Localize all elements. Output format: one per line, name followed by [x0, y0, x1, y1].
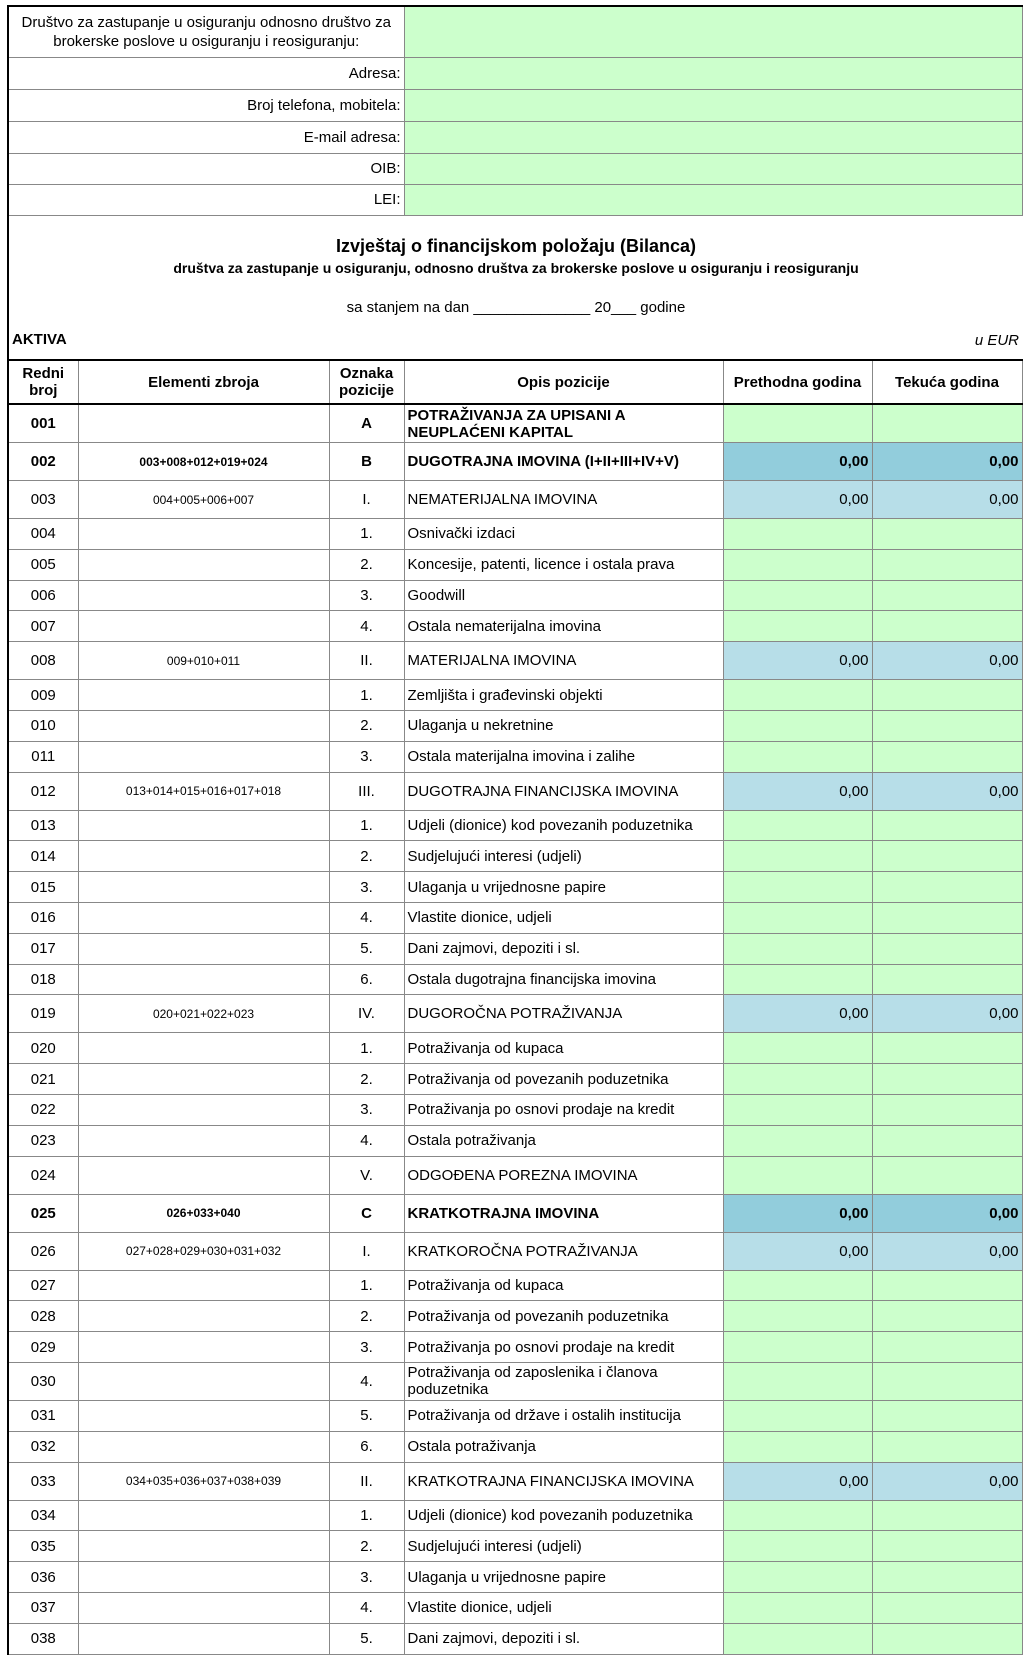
- position-mark: 1.: [329, 1033, 404, 1064]
- sum-elements: [78, 1400, 329, 1431]
- prev-year-value: 0,00: [723, 1462, 872, 1500]
- row-number: 008: [8, 642, 78, 680]
- curr-year-value[interactable]: [872, 404, 1022, 443]
- table-row: [8, 810, 1022, 841]
- lei-input[interactable]: [404, 184, 1022, 215]
- curr-year-value[interactable]: [872, 611, 1022, 642]
- info-row-address: [8, 57, 1022, 89]
- position-description: Ulaganja u vrijednosne papire: [404, 872, 723, 903]
- position-mark: 1.: [329, 810, 404, 841]
- position-description: Dani zajmovi, depoziti i sl.: [404, 933, 723, 964]
- row-number: 029: [8, 1332, 78, 1363]
- row-number: 030: [8, 1362, 78, 1400]
- curr-year-value: 0,00: [872, 481, 1022, 519]
- position-mark: 2.: [329, 1531, 404, 1562]
- assets-table: [7, 359, 1023, 1655]
- prev-year-value[interactable]: [723, 1400, 872, 1431]
- position-description: Ostala nematerijalna imovina: [404, 611, 723, 642]
- position-mark: 4.: [329, 902, 404, 933]
- position-description: Potraživanja od države i ostalih institucija: [404, 1400, 723, 1431]
- table-row: [8, 1064, 1022, 1095]
- row-number: 027: [8, 1270, 78, 1301]
- table-row: [8, 1194, 1022, 1232]
- position-mark: 1.: [329, 519, 404, 550]
- prev-year-value[interactable]: [723, 1270, 872, 1301]
- table-row: [8, 1232, 1022, 1270]
- curr-year-value[interactable]: [872, 741, 1022, 772]
- table-row: [8, 1033, 1022, 1064]
- sum-elements: [78, 1431, 329, 1462]
- sum-elements: 034+035+036+037+038+039: [78, 1462, 329, 1500]
- table-row: [8, 1431, 1022, 1462]
- curr-year-value: 0,00: [872, 642, 1022, 680]
- info-row-lei: [8, 184, 1022, 215]
- position-mark: 2.: [329, 1064, 404, 1095]
- prev-year-value[interactable]: [723, 404, 872, 443]
- curr-year-value[interactable]: [872, 933, 1022, 964]
- curr-year-value: 0,00: [872, 772, 1022, 810]
- table-row: [8, 902, 1022, 933]
- position-description: Potraživanja od zaposlenika i članova poduzetnika: [404, 1362, 723, 1400]
- row-number: 002: [8, 443, 78, 481]
- position-description: Sudjelujući interesi (udjeli): [404, 841, 723, 872]
- position-description: Udjeli (dionice) kod povezanih poduzetnika: [404, 1500, 723, 1531]
- prev-year-value[interactable]: [723, 741, 872, 772]
- sum-elements: [78, 872, 329, 903]
- position-mark: 2.: [329, 1301, 404, 1332]
- position-mark: IV.: [329, 995, 404, 1033]
- row-number: 031: [8, 1400, 78, 1431]
- row-number: 020: [8, 1033, 78, 1064]
- position-description: Ulaganja u vrijednosne papire: [404, 1562, 723, 1593]
- position-description: Potraživanja po osnovi prodaje na kredit: [404, 1332, 723, 1363]
- prev-year-value[interactable]: [723, 1332, 872, 1363]
- curr-year-value[interactable]: [872, 1362, 1022, 1400]
- table-row: [8, 1531, 1022, 1562]
- sum-elements: [78, 1500, 329, 1531]
- curr-year-value[interactable]: [872, 810, 1022, 841]
- position-mark: 3.: [329, 1332, 404, 1363]
- prev-year-value[interactable]: [723, 1362, 872, 1400]
- email-label: E-mail adresa:: [8, 121, 404, 153]
- table-row: [8, 443, 1022, 481]
- position-description: DUGOTRAJNA FINANCIJSKA IMOVINA: [404, 772, 723, 810]
- table-row: [8, 519, 1022, 550]
- table-row: [8, 680, 1022, 711]
- sum-elements: [78, 1623, 329, 1654]
- curr-year-value[interactable]: [872, 1270, 1022, 1301]
- table-row: [8, 1332, 1022, 1363]
- prev-year-value: 0,00: [723, 443, 872, 481]
- curr-year-value[interactable]: [872, 519, 1022, 550]
- curr-year-value[interactable]: [872, 710, 1022, 741]
- row-number: 035: [8, 1531, 78, 1562]
- position-description: Vlastite dionice, udjeli: [404, 1592, 723, 1623]
- curr-year-value: 0,00: [872, 443, 1022, 481]
- position-description: DUGOROČNA POTRAŽIVANJA: [404, 995, 723, 1033]
- sum-elements: [78, 680, 329, 711]
- position-mark: 1.: [329, 680, 404, 711]
- table-row: [8, 580, 1022, 611]
- table-row: [8, 841, 1022, 872]
- sum-elements: 004+005+006+007: [78, 481, 329, 519]
- report-subtitle: društva za zastupanje u osiguranju, odnosno društva za brokerske poslove u osiguranju i reosiguranju: [173, 260, 859, 276]
- row-number: 023: [8, 1125, 78, 1156]
- prev-year-value[interactable]: [723, 680, 872, 711]
- currency-label: u EUR: [974, 332, 1019, 349]
- table-row: [8, 1301, 1022, 1332]
- curr-year-value: 0,00: [872, 1194, 1022, 1232]
- position-mark: 2.: [329, 841, 404, 872]
- row-number: 017: [8, 933, 78, 964]
- curr-year-value[interactable]: [872, 1431, 1022, 1462]
- prev-year-value: 0,00: [723, 772, 872, 810]
- sum-elements: [78, 1592, 329, 1623]
- position-mark: III.: [329, 772, 404, 810]
- curr-year-value[interactable]: [872, 872, 1022, 903]
- table-row: [8, 872, 1022, 903]
- row-number: 015: [8, 872, 78, 903]
- sum-elements: [78, 902, 329, 933]
- position-description: KRATKOTRAJNA IMOVINA: [404, 1194, 723, 1232]
- row-number: 033: [8, 1462, 78, 1500]
- table-row: [8, 933, 1022, 964]
- position-description: Vlastite dionice, udjeli: [404, 902, 723, 933]
- curr-year-value[interactable]: [872, 1064, 1022, 1095]
- row-number: 005: [8, 549, 78, 580]
- position-mark: A: [329, 404, 404, 443]
- email-input[interactable]: [404, 121, 1022, 153]
- position-mark: B: [329, 443, 404, 481]
- row-number: 012: [8, 772, 78, 810]
- table-row: [8, 964, 1022, 995]
- table-row: [8, 1623, 1022, 1654]
- row-number: 004: [8, 519, 78, 550]
- prev-year-value[interactable]: [723, 1500, 872, 1531]
- row-number: 028: [8, 1301, 78, 1332]
- prev-year-value[interactable]: [723, 872, 872, 903]
- curr-year-value: 0,00: [872, 995, 1022, 1033]
- table-row: [8, 549, 1022, 580]
- table-row: [8, 1094, 1022, 1125]
- position-description: Potraživanja od povezanih poduzetnika: [404, 1064, 723, 1095]
- sum-elements: 013+014+015+016+017+018: [78, 772, 329, 810]
- sum-elements: [78, 1531, 329, 1562]
- table-row: [8, 1270, 1022, 1301]
- sum-elements: [78, 1033, 329, 1064]
- position-description: Ostala materijalna imovina i zalihe: [404, 741, 723, 772]
- address-label: Adresa:: [8, 57, 404, 89]
- position-mark: 1.: [329, 1500, 404, 1531]
- address-input[interactable]: [404, 57, 1022, 89]
- col-header-sum: Elementi zbroja: [78, 360, 329, 404]
- prev-year-value[interactable]: [723, 611, 872, 642]
- position-description: Potraživanja od kupaca: [404, 1033, 723, 1064]
- phone-label: Broj telefona, mobitela:: [8, 89, 404, 121]
- row-number: 019: [8, 995, 78, 1033]
- table-row: [8, 772, 1022, 810]
- position-mark: 4.: [329, 1362, 404, 1400]
- row-number: 034: [8, 1500, 78, 1531]
- sum-elements: [78, 1270, 329, 1301]
- col-header-no: Redni broj: [8, 360, 78, 404]
- table-row: [8, 1156, 1022, 1194]
- prev-year-value[interactable]: [723, 580, 872, 611]
- sum-elements: [78, 741, 329, 772]
- row-number: 018: [8, 964, 78, 995]
- position-description: Osnivački izdaci: [404, 519, 723, 550]
- table-row: [8, 404, 1022, 443]
- curr-year-value[interactable]: [872, 964, 1022, 995]
- sum-elements: [78, 611, 329, 642]
- curr-year-value[interactable]: [872, 1500, 1022, 1531]
- curr-year-value[interactable]: [872, 1562, 1022, 1593]
- table-row: [8, 1400, 1022, 1431]
- col-header-mark: Oznaka pozicije: [329, 360, 404, 404]
- position-mark: V.: [329, 1156, 404, 1194]
- curr-year-value[interactable]: [872, 1592, 1022, 1623]
- row-number: 032: [8, 1431, 78, 1462]
- col-header-prev-year: Prethodna godina: [723, 360, 872, 404]
- row-number: 011: [8, 741, 78, 772]
- table-row: [8, 710, 1022, 741]
- prev-year-value[interactable]: [723, 549, 872, 580]
- prev-year-value[interactable]: [723, 964, 872, 995]
- curr-year-value[interactable]: [872, 1623, 1022, 1654]
- curr-year-value[interactable]: [872, 1332, 1022, 1363]
- row-number: 010: [8, 710, 78, 741]
- sum-elements: [78, 404, 329, 443]
- curr-year-value[interactable]: [872, 1094, 1022, 1125]
- position-description: Goodwill: [404, 580, 723, 611]
- position-description: Potraživanja od kupaca: [404, 1270, 723, 1301]
- position-mark: II.: [329, 642, 404, 680]
- info-row-company: [8, 6, 1022, 57]
- position-description: Ostala potraživanja: [404, 1431, 723, 1462]
- table-row: [8, 741, 1022, 772]
- row-number: 021: [8, 1064, 78, 1095]
- position-mark: 3.: [329, 1562, 404, 1593]
- sum-elements: [78, 1125, 329, 1156]
- sum-elements: [78, 841, 329, 872]
- prev-year-value[interactable]: [723, 1592, 872, 1623]
- prev-year-value[interactable]: [723, 1125, 872, 1156]
- position-mark: 2.: [329, 710, 404, 741]
- curr-year-value: 0,00: [872, 1462, 1022, 1500]
- curr-year-value[interactable]: [872, 1301, 1022, 1332]
- position-mark: 4.: [329, 1592, 404, 1623]
- table-row: [8, 1362, 1022, 1400]
- row-number: 014: [8, 841, 78, 872]
- sum-elements: [78, 549, 329, 580]
- sum-elements: [78, 933, 329, 964]
- position-mark: 5.: [329, 1623, 404, 1654]
- table-header: [8, 360, 1022, 404]
- row-number: 037: [8, 1592, 78, 1623]
- sum-elements: [78, 1064, 329, 1095]
- info-row-email: [8, 121, 1022, 153]
- position-description: MATERIJALNA IMOVINA: [404, 642, 723, 680]
- curr-year-value[interactable]: [872, 841, 1022, 872]
- position-mark: 1.: [329, 1270, 404, 1301]
- sum-elements: 026+033+040: [78, 1194, 329, 1232]
- curr-year-value[interactable]: [872, 549, 1022, 580]
- sum-elements: [78, 1156, 329, 1194]
- report-title-block: [7, 216, 1023, 359]
- prev-year-value[interactable]: [723, 810, 872, 841]
- prev-year-value[interactable]: [723, 710, 872, 741]
- position-description: Zemljišta i građevinski objekti: [404, 680, 723, 711]
- section-label: AKTIVA: [12, 331, 67, 348]
- row-number: 022: [8, 1094, 78, 1125]
- prev-year-value[interactable]: [723, 1033, 872, 1064]
- company-label: Društvo za zastupanje u osiguranju odnosno društvo za brokerske poslove u osiguranju i reosiguranju:: [8, 6, 404, 57]
- row-number: 001: [8, 404, 78, 443]
- position-mark: 3.: [329, 872, 404, 903]
- sum-elements: [78, 519, 329, 550]
- info-row-oib: [8, 153, 1022, 184]
- table-row: [8, 1462, 1022, 1500]
- curr-year-value: 0,00: [872, 1232, 1022, 1270]
- report-title: Izvještaj o financijskom položaju (Bilanca): [335, 236, 697, 256]
- curr-year-value[interactable]: [872, 1531, 1022, 1562]
- position-description: KRATKOROČNA POTRAŽIVANJA: [404, 1232, 723, 1270]
- sum-elements: [78, 1094, 329, 1125]
- curr-year-value[interactable]: [872, 1400, 1022, 1431]
- row-number: 013: [8, 810, 78, 841]
- curr-year-value[interactable]: [872, 1125, 1022, 1156]
- prev-year-value[interactable]: [723, 933, 872, 964]
- prev-year-value[interactable]: [723, 902, 872, 933]
- position-description: NEMATERIJALNA IMOVINA: [404, 481, 723, 519]
- table-row: [8, 995, 1022, 1033]
- table-row: [8, 1592, 1022, 1623]
- oib-label: OIB:: [8, 153, 404, 184]
- row-number: 006: [8, 580, 78, 611]
- prev-year-value: 0,00: [723, 995, 872, 1033]
- curr-year-value[interactable]: [872, 580, 1022, 611]
- sum-elements: [78, 1362, 329, 1400]
- position-mark: 3.: [329, 1094, 404, 1125]
- position-mark: 5.: [329, 1400, 404, 1431]
- sum-elements: 020+021+022+023: [78, 995, 329, 1033]
- table-row: [8, 642, 1022, 680]
- oib-input[interactable]: [404, 153, 1022, 184]
- position-mark: 2.: [329, 549, 404, 580]
- sum-elements: [78, 1562, 329, 1593]
- curr-year-value[interactable]: [872, 902, 1022, 933]
- table-row: [8, 1562, 1022, 1593]
- position-description: KRATKOTRAJNA FINANCIJSKA IMOVINA: [404, 1462, 723, 1500]
- position-mark: 3.: [329, 580, 404, 611]
- row-number: 016: [8, 902, 78, 933]
- position-mark: II.: [329, 1462, 404, 1500]
- curr-year-value[interactable]: [872, 1156, 1022, 1194]
- sum-elements: [78, 1301, 329, 1332]
- prev-year-value[interactable]: [723, 1301, 872, 1332]
- row-number: 009: [8, 680, 78, 711]
- prev-year-value[interactable]: [723, 1562, 872, 1593]
- prev-year-value[interactable]: [723, 1431, 872, 1462]
- prev-year-value[interactable]: [723, 519, 872, 550]
- position-mark: 4.: [329, 611, 404, 642]
- table-row: [8, 481, 1022, 519]
- position-description: Udjeli (dionice) kod povezanih poduzetnika: [404, 810, 723, 841]
- curr-year-value[interactable]: [872, 680, 1022, 711]
- row-number: 007: [8, 611, 78, 642]
- curr-year-value[interactable]: [872, 1033, 1022, 1064]
- position-description: Koncesije, patenti, licence i ostala prava: [404, 549, 723, 580]
- prev-year-value: 0,00: [723, 1232, 872, 1270]
- position-description: Dani zajmovi, depoziti i sl.: [404, 1623, 723, 1654]
- position-mark: I.: [329, 481, 404, 519]
- prev-year-value[interactable]: [723, 1064, 872, 1095]
- prev-year-value: 0,00: [723, 1194, 872, 1232]
- sum-elements: [78, 580, 329, 611]
- prev-year-value[interactable]: [723, 1156, 872, 1194]
- position-mark: 5.: [329, 933, 404, 964]
- position-mark: I.: [329, 1232, 404, 1270]
- sum-elements: 003+008+012+019+024: [78, 443, 329, 481]
- report-date-line: sa stanjem na dan ______________ 20___ godine: [346, 299, 686, 316]
- table-row: [8, 1125, 1022, 1156]
- position-mark: 3.: [329, 741, 404, 772]
- prev-year-value[interactable]: [723, 1531, 872, 1562]
- position-description: POTRAŽIVANJA ZA UPISANI A NEUPLAĆENI KAPITAL: [404, 404, 723, 443]
- prev-year-value[interactable]: [723, 1094, 872, 1125]
- sum-elements: 027+028+029+030+031+032: [78, 1232, 329, 1270]
- lei-label: LEI:: [8, 184, 404, 215]
- phone-input[interactable]: [404, 89, 1022, 121]
- sum-elements: [78, 710, 329, 741]
- col-header-desc: Opis pozicije: [404, 360, 723, 404]
- prev-year-value: 0,00: [723, 481, 872, 519]
- position-mark: C: [329, 1194, 404, 1232]
- position-description: DUGOTRAJNA IMOVINA (I+II+III+IV+V): [404, 443, 723, 481]
- position-mark: 6.: [329, 964, 404, 995]
- position-mark: 4.: [329, 1125, 404, 1156]
- position-description: Ulaganja u nekretnine: [404, 710, 723, 741]
- row-number: 026: [8, 1232, 78, 1270]
- company-info-table: [7, 5, 1023, 216]
- prev-year-value[interactable]: [723, 841, 872, 872]
- position-description: Potraživanja po osnovi prodaje na kredit: [404, 1094, 723, 1125]
- position-description: ODGOĐENA POREZNA IMOVINA: [404, 1156, 723, 1194]
- row-number: 036: [8, 1562, 78, 1593]
- prev-year-value: 0,00: [723, 642, 872, 680]
- sum-elements: [78, 964, 329, 995]
- company-input[interactable]: [404, 6, 1022, 57]
- prev-year-value[interactable]: [723, 1623, 872, 1654]
- table-row: [8, 1500, 1022, 1531]
- position-mark: 6.: [329, 1431, 404, 1462]
- row-number: 003: [8, 481, 78, 519]
- info-row-phone: [8, 89, 1022, 121]
- row-number: 038: [8, 1623, 78, 1654]
- sum-elements: [78, 1332, 329, 1363]
- position-description: Ostala dugotrajna financijska imovina: [404, 964, 723, 995]
- row-number: 025: [8, 1194, 78, 1232]
- position-description: Ostala potraživanja: [404, 1125, 723, 1156]
- sum-elements: 009+010+011: [78, 642, 329, 680]
- sum-elements: [78, 810, 329, 841]
- row-number: 024: [8, 1156, 78, 1194]
- position-description: Sudjelujući interesi (udjeli): [404, 1531, 723, 1562]
- table-row: [8, 611, 1022, 642]
- col-header-curr-year: Tekuća godina: [872, 360, 1022, 404]
- position-description: Potraživanja od povezanih poduzetnika: [404, 1301, 723, 1332]
